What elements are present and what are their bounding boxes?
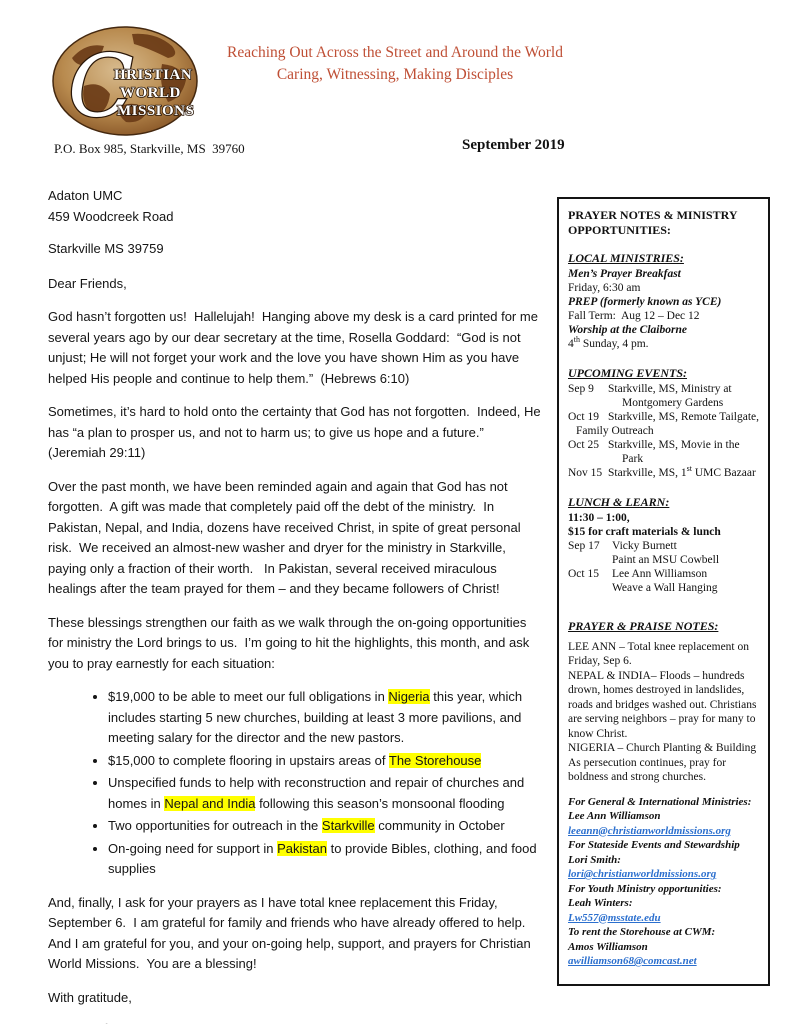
section-lunch-and-learn [568, 495, 760, 595]
contact-label: To rent the Storehouse at CWM: [568, 926, 716, 938]
closing-paragraph: And, finally, I ask for your prayers as I have total knee replacement this Friday, September 6. I am grateful for family and friends who have already offered to help. And I am grateful for you, and your on-going help, support, and prayers for Christian World Missions. You are a blessing! [48, 894, 535, 971]
event-desc [608, 438, 760, 466]
logo-word-christian: HRISTIAN [114, 67, 193, 83]
event-date: Oct 25 [568, 439, 599, 451]
ministry-detail: Friday, 6:30 am [568, 282, 641, 294]
lunch-activity: Weave a Wall Hanging [612, 582, 718, 594]
po-box-address: P.O. Box 985, Starkville, MS 39760 [54, 141, 245, 156]
event-row [568, 438, 760, 466]
section-local-ministries [568, 251, 760, 351]
event-line: Montgomery Gardens [622, 397, 724, 409]
list-item-pakistan [108, 839, 544, 880]
bullet-text: Two opportunities for outreach in the [108, 818, 322, 833]
prayer-note-nepal-india: NEPAL & INDIA– Floods – hundreds drown, homes destroyed in landslides, roads and bridges washed out. Christians are serving neighbors – pray for many to know Christ. [568, 669, 760, 740]
lunch-price: $15 for craft materials & lunch [568, 526, 721, 538]
list-item-nepal-india [108, 773, 544, 814]
lunch-presenter: Lee Ann Williamson [612, 568, 708, 580]
contact-name: Lori Smith: [568, 853, 621, 866]
lunch-row [568, 539, 760, 553]
contact-email-link[interactable]: leeann@christianworldmissions.org [568, 824, 731, 837]
recipient-block [48, 186, 544, 260]
contact-email-link[interactable]: Lw557@msstate.edu [568, 911, 661, 924]
lunch-activity: Paint an MSU Cowbell [612, 554, 720, 566]
ministry-name: Worship at the Claiborne [568, 324, 687, 336]
cwm-globe-logo [50, 24, 200, 138]
highlight-pakistan: Pakistan [277, 840, 327, 856]
prayer-request-list [48, 687, 544, 880]
tagline [205, 42, 585, 86]
contact-name: Lee Ann Williamson [568, 810, 661, 822]
contact-email-link[interactable]: awilliamson68@comcast.net [568, 955, 697, 967]
list-item-starkville [108, 816, 544, 837]
recipient-city: Starkville MS 39759 [48, 241, 164, 256]
contact-name: Amos Williamson [568, 940, 648, 953]
contact-label: For Stateside Events and Stewardship [568, 839, 740, 851]
tagline-line2: Caring, Witnessing, Making Disciples [276, 66, 514, 83]
recipient-street: 459 Woodcreek Road [48, 208, 174, 224]
spacer [48, 227, 544, 239]
contact-name: Leah Winters: [568, 897, 633, 909]
section-contacts [568, 795, 760, 969]
bullet-text: community in October [374, 818, 505, 833]
salutation: Dear Friends, [48, 275, 127, 291]
event-date: Sep 9 [568, 383, 594, 395]
ordinal-suffix: st [686, 464, 692, 474]
event-line: UMC Bazaar [691, 467, 756, 479]
highlight-nepal-india: Nepal and India [164, 795, 256, 811]
paragraph-2: Sometimes, it’s hard to hold onto the certainty that God has not forgotten. Indeed, He has “a plan to prosper us, and not to harm us; to give us hope and a future.” (Jeremiah 29:11) [48, 404, 545, 460]
sidebar-title: PRAYER NOTES & MINISTRY OPPORTUNITIES: [568, 208, 738, 237]
bullet-text: to provide Bibles, clothing, and food supplies [108, 840, 541, 876]
ministry-detail [568, 337, 760, 351]
letter-body [48, 186, 544, 1024]
section-upcoming-events [568, 366, 760, 480]
bullet-text: On-going need for support in [108, 840, 278, 856]
logo-word-missions: MISSIONS [117, 103, 195, 119]
event-line: Park [622, 453, 644, 465]
contact-label: For Youth Ministry opportunities: [568, 882, 722, 895]
local-ministries-heading: LOCAL MINISTRIES: [568, 251, 684, 265]
event-line: Starkville, MS, Ministry at [608, 383, 732, 395]
logo-word-world: WORLD [120, 85, 181, 101]
bullet-text: Unspecified funds to help with reconstruction and repair of churches and homes in [108, 775, 528, 811]
event-line: Starkville, MS, Remote Tailgate, [608, 411, 760, 423]
paragraph-1: God hasn’t forgotten us! Hallelujah! Hanging above my desk is a card printed for me several years ago by our dear secretary at the time, Rosella Goddard: “God is not unjust; He will not forget your work and the love you have shown Him as you have helped His people and continue to help them.” (Hebrews 6:10) [48, 309, 542, 386]
spacer [48, 260, 544, 274]
event-line: Family Outreach [576, 425, 654, 437]
section-prayer-praise-notes [568, 619, 760, 785]
ministry-name: Men’s Prayer Breakfast [568, 268, 681, 280]
event-line: Starkville, MS, 1 [608, 467, 687, 479]
event-line: Starkville, MS, Movie in the [608, 439, 740, 451]
lunch-date: Sep 17 [568, 540, 600, 552]
tagline-line1: Reaching Out Across the Street and Around the World [227, 44, 563, 61]
event-desc [608, 466, 760, 480]
logo-monogram: C [68, 37, 134, 137]
prayer-note-nigeria: NIGERIA – Church Planting & Building As persecution continues, pray for boldness and strong churches. [568, 742, 759, 783]
detail-text: Sunday, 4 pm. [579, 338, 649, 350]
event-row [568, 410, 760, 438]
highlight-nigeria: Nigeria [388, 689, 430, 704]
prayer-praise-heading: PRAYER & PRAISE NOTES: [568, 619, 719, 633]
letter-date: September 2019 [462, 137, 565, 153]
event-date: Oct 19 [568, 411, 599, 423]
lunch-row [568, 567, 760, 581]
contact-label: For General & International Ministries: [568, 795, 752, 808]
ministry-detail: Fall Term: Aug 12 – Dec 12 [568, 310, 700, 322]
ordinal-suffix: th [573, 335, 580, 345]
recipient-name: Adaton UMC [48, 188, 123, 203]
detail-text: 4 [568, 338, 574, 350]
bullet-text: this year, which includes starting 5 new churches, building at least 3 more pavilions, and meeting salary for the director and the new pastors. [108, 689, 526, 745]
bullet-text: $19,000 to be able to meet our full obligations in [108, 689, 389, 704]
event-date: Nov 15 [568, 467, 603, 479]
prayer-notes-box [557, 197, 770, 986]
highlight-starkville: Starkville [321, 818, 375, 833]
list-item-storehouse [108, 751, 544, 772]
highlight-storehouse: The Storehouse [388, 752, 482, 768]
event-row [568, 382, 760, 410]
paragraph-3: Over the past month, we have been reminded again and again that God has not forgotten. A gift was made that completely paid off the debt of the ministry. In Pakistan, Nepal, and India, dozens have received Christ, in spite of great personal risk. We received an almost-new washer and dryer for the ministry in Starkville, paying only a fraction of their worth. In Pakistan, several received miraculous healings after the team prayed for them – and they became followers of Christ! [48, 478, 525, 596]
lunch-learn-heading: LUNCH & LEARN: [568, 495, 670, 509]
event-desc [608, 382, 760, 410]
prayer-note-lee-ann: LEE ANN – Total knee replacement on Friday, Sep 6. [568, 640, 752, 667]
lunch-presenter: Vicky Burnett [612, 540, 677, 552]
bullet-text: following this season’s monsoonal flooding [255, 795, 505, 811]
contact-email-link[interactable]: lori@christianworldmissions.org [568, 868, 717, 880]
upcoming-events-heading: UPCOMING EVENTS: [568, 366, 688, 380]
paragraph-4: These blessings strengthen our faith as we walk through the on-going opportunities for ministry the Lord brings to us. I’m going to hit the highlights, this month, and ask you to pray earnestly for each situation: [48, 614, 533, 671]
bullet-text: $15,000 to complete flooring in upstairs areas of [108, 752, 389, 768]
lunch-date: Oct 15 [568, 568, 599, 580]
ministry-name: PREP (formerly known as YCE) [568, 296, 722, 308]
lunch-time: 11:30 – 1:00, [568, 512, 630, 524]
sign-off: With gratitude, [48, 989, 132, 1005]
event-row [568, 466, 760, 480]
list-item-nigeria [108, 687, 544, 749]
